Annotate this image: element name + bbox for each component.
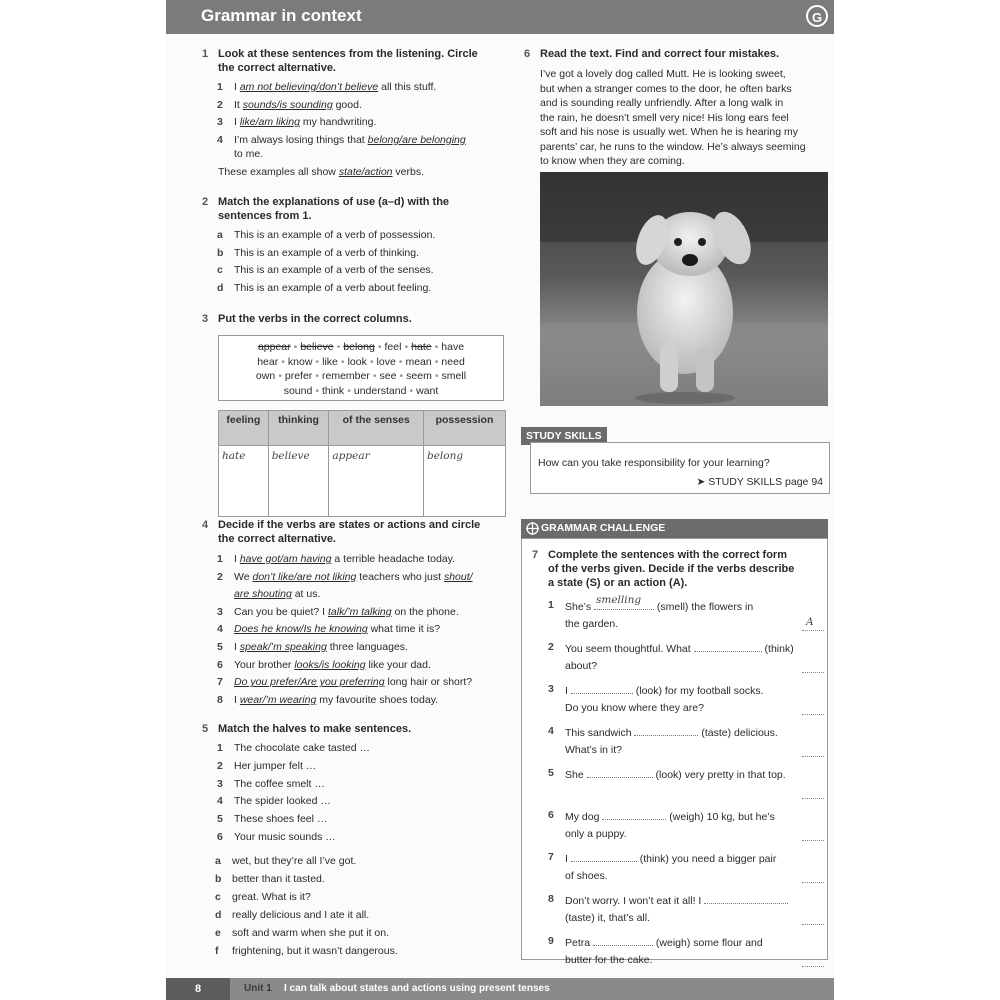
ex1-item4-continuation: to me. [234, 148, 264, 160]
ex7-item-text: Petra [565, 937, 594, 949]
ex7-item-number: 8 [548, 893, 554, 905]
separator-dot: • [399, 370, 404, 382]
ex1-item-text: all this stuff. [378, 81, 437, 93]
ex7-item-continuation: What’s in it? [565, 744, 622, 756]
ex4-item-number: 8 [217, 693, 223, 706]
ex4-item-text: I [234, 641, 240, 653]
ex4-item [217, 605, 459, 619]
ex4-item-text: on the phone. [391, 605, 459, 618]
verb-columns-table [218, 410, 506, 517]
ex5-first-half [217, 759, 317, 773]
ex7-item-text: (look) for my football socks. [632, 685, 764, 697]
ex7-item-continuation: the garden. [565, 618, 619, 630]
ex7-item-number: 6 [548, 809, 554, 821]
ex4-item-text: at us. [291, 588, 321, 601]
separator-dot: • [377, 341, 382, 353]
ex7-item-text: This sandwich [565, 727, 635, 739]
column-header-possession: possession [423, 411, 505, 446]
ex4-item [217, 570, 473, 584]
ex5-second-half [215, 891, 311, 904]
ex6-text-line: soft and his nose is usually wet. When he is hearing my [540, 126, 798, 138]
study-skills-box [530, 442, 830, 494]
dog-photo [540, 172, 828, 406]
ex1-note-pre: These examples all show [218, 166, 339, 178]
ex7-item-text: (think) you need a bigger pair [636, 853, 777, 865]
ex5-instruction [202, 722, 518, 736]
ex7-state-action-blank[interactable] [802, 923, 824, 925]
ex2-item-letter: d [217, 281, 224, 294]
ex7-item-text: (think) [761, 643, 794, 655]
ex4-item-text: like your dad. [365, 658, 431, 671]
ex7-item-text: I [565, 685, 571, 697]
ex7-item-number: 9 [548, 935, 554, 947]
ex7-state-action-blank[interactable] [802, 713, 824, 715]
ex4-item-number: 2 [217, 570, 223, 583]
ex7-item-text: Don’t worry. I won’t eat it all! I [565, 895, 705, 907]
ex1-instruction-line2: the correct alternative. [218, 62, 336, 74]
ex5-first-half [217, 831, 336, 844]
ex7-item [548, 935, 763, 950]
workbook-page [166, 0, 834, 1000]
table-header-row [219, 411, 506, 446]
separator-dot: • [409, 384, 414, 397]
ex7-item-text: (weigh) some flour and [653, 937, 763, 949]
ex5-item-number: 4 [217, 795, 223, 808]
word-mean: mean [405, 355, 432, 368]
page-number: 8 [166, 978, 230, 1000]
ex4-number: 4 [202, 519, 209, 531]
word-row [219, 369, 503, 384]
ex5-item-text: The coffee smelt … [234, 777, 325, 790]
ex3-instruction-text: Put the verbs in the correct columns. [218, 313, 412, 325]
word-smell: smell [441, 370, 467, 382]
word-row [219, 355, 503, 370]
ex7-item-text: (smell) the flowers in [654, 601, 754, 613]
ex7-filled-answer: smelling [596, 594, 642, 606]
separator-dot: • [398, 355, 403, 368]
ex1-number: 1 [202, 48, 209, 60]
ex4-item-text: I [234, 553, 240, 565]
ex1-alternatives[interactable]: like/am liking [239, 116, 300, 128]
word-feel: feel [384, 341, 402, 353]
ex7-item-text: She [565, 769, 587, 781]
ex4-item [217, 693, 439, 707]
ex5-item-text: These shoes feel … [234, 813, 328, 826]
ex5-second-half [215, 855, 357, 868]
word-own: own [255, 370, 276, 382]
ex7-item-text: I [565, 853, 571, 865]
ex5-second-half [215, 927, 390, 940]
ex5-item-number: 5 [217, 813, 223, 826]
column-cell[interactable]: believe [268, 446, 329, 517]
ex5-item-number: 6 [217, 831, 223, 843]
ex4-instruction-line2: the correct alternative. [218, 533, 336, 545]
ex6-instruction [524, 47, 830, 61]
ex5-item-text: The chocolate cake tasted … [234, 742, 370, 754]
ex7-instruction-line1: Complete the sentences with the correct form [548, 549, 787, 561]
ex7-item [548, 893, 788, 908]
footer-objective: I can talk about states and actions using present tenses [284, 983, 550, 994]
word-believe: believe [300, 341, 334, 353]
ex7-item [548, 725, 778, 740]
word-sound: sound [283, 384, 313, 397]
ex4-item-text: three languages. [326, 641, 408, 653]
ex2-instruction-line2: sentences from 1. [218, 210, 312, 222]
word-belong: belong [343, 341, 375, 353]
ex7-item-continuation: (taste) it, that’s all. [565, 912, 651, 924]
ex5-ending-letter: d [215, 909, 222, 921]
ex2-item [217, 281, 432, 295]
ex1-item-text: my handwriting. [299, 116, 377, 128]
study-skills-tag: STUDY SKILLS [521, 427, 607, 445]
ex1-note-post: verbs. [392, 166, 425, 178]
grammar-challenge-bar [521, 519, 828, 538]
ex4-item-text: what time it is? [367, 623, 441, 636]
ex4-item [217, 676, 473, 689]
ex7-item-text: She’s [565, 601, 594, 613]
ex4-item-text: We [234, 570, 253, 583]
ex5-ending-letter: c [215, 891, 221, 903]
ex1-note [218, 166, 424, 179]
separator-dot: • [315, 355, 320, 368]
ex7-item-continuation: butter for the cake. [565, 954, 653, 966]
ex7-item [548, 641, 794, 656]
ex5-item-number: 2 [217, 759, 223, 772]
ex7-item-continuation: of shoes. [565, 870, 608, 882]
ex4-instruction [202, 518, 518, 546]
ex5-ending-text: really delicious and I ate it all. [232, 909, 370, 921]
ex5-item-text: The spider looked … [234, 795, 331, 808]
ex4-item [217, 553, 456, 566]
page-footer [166, 978, 834, 1000]
ex5-second-half [215, 909, 370, 922]
ex4-item-text: I [234, 693, 240, 706]
word-know: know [287, 355, 313, 368]
ex5-item-number: 1 [217, 742, 223, 754]
ex4-item-number: 7 [217, 676, 223, 689]
ex5-ending-letter: b [215, 873, 222, 885]
word-hate: hate [411, 341, 432, 353]
ex1-note-alternative[interactable]: state/action [338, 166, 393, 178]
ex7-item-number: 1 [548, 599, 554, 611]
word-seem: seem [406, 370, 432, 382]
ex3-number: 3 [202, 313, 209, 325]
separator-dot: • [434, 370, 439, 382]
ex5-ending-letter: e [215, 927, 221, 939]
ex7-instruction-line2: of the verbs given. Decide if the verbs describe [548, 563, 795, 575]
grammar-challenge-title: GRAMMAR CHALLENGE [541, 522, 666, 534]
ex5-item-number: 3 [217, 777, 223, 790]
separator-dot: • [336, 341, 341, 353]
ex7-state-action-mark: A [806, 616, 814, 628]
ex4-item-text: teachers who just [356, 570, 444, 583]
ex6-text-line: I’ve got a lovely dog called Mutt. He is looking sweet, [540, 68, 786, 80]
ex7-state-action-blank[interactable] [802, 881, 824, 883]
column-cell[interactable]: belong [423, 446, 505, 517]
ex6-text-line: to know when they are coming. [540, 155, 685, 167]
word-remember: remember [322, 370, 370, 382]
ex6-number: 6 [524, 48, 531, 60]
ex4-item-number: 6 [217, 658, 223, 671]
separator-dot: • [293, 341, 298, 353]
separator-dot: • [404, 341, 409, 353]
ex7-answer-blank[interactable] [571, 851, 637, 862]
ex4-item-text: a terrible headache today. [331, 553, 456, 565]
ex4-item-text: long hair or short? [384, 676, 473, 689]
ex1-item [217, 133, 466, 147]
word-appear: appear [257, 341, 291, 353]
word-row [219, 384, 503, 399]
ex7-item-text: My dog [565, 811, 603, 823]
ex5-first-half [217, 813, 328, 826]
ex6-text-line: but when a stranger comes to the door, he often barks [540, 82, 792, 95]
ex7-answer-blank[interactable] [593, 935, 653, 946]
ex7-instruction [532, 548, 826, 590]
section-header [166, 0, 834, 34]
ex7-item-number: 3 [548, 683, 554, 695]
ex7-item [548, 767, 786, 782]
separator-dot: • [315, 370, 319, 382]
ex6-instruction-text: Read the text. Find and correct four mistakes. [540, 48, 780, 60]
footer-unit: Unit 1 [244, 983, 272, 994]
ex4-instruction-line1: Decide if the verbs are states or actions and circle [218, 519, 481, 531]
ex4-alternatives[interactable]: have got/am having [239, 553, 332, 565]
word-look: look [347, 355, 367, 368]
ex5-instruction-text: Match the halves to make sentences. [218, 723, 412, 735]
ex6-text-line: parents’ car, he runs to the window. He’s always seeming [540, 140, 806, 153]
ex1-item-text: good. [332, 98, 362, 111]
column-cell[interactable]: hate [219, 446, 269, 517]
ex1-item-text: I’m always losing things that [234, 133, 368, 146]
ex5-number: 5 [202, 723, 209, 735]
ex4-alternatives[interactable]: are shouting [234, 588, 292, 601]
study-skills-ref-text: STUDY SKILLS page 94 [708, 476, 823, 488]
section-title: Grammar in context [201, 6, 362, 25]
ex1-item [217, 98, 362, 112]
separator-dot: • [278, 370, 282, 382]
ex6-text-line: and is sounding really unfriendly. After a long walk in [540, 97, 784, 109]
ex4-alternatives[interactable]: speak/’m speaking [239, 641, 327, 653]
ex7-item [548, 851, 777, 866]
ex1-item [217, 116, 377, 129]
target-icon [526, 522, 539, 535]
ex1-item-number: 1 [217, 81, 223, 93]
ex7-item-continuation: about? [565, 660, 598, 672]
ex2-instruction-line1: Match the explanations of use (a–d) with the [218, 196, 450, 208]
ex7-item-number: 5 [548, 767, 554, 779]
ex5-ending-text: better than it tasted. [232, 873, 325, 885]
word-have: have [441, 341, 465, 353]
ex1-alternatives[interactable]: sounds/is sounding [242, 98, 333, 111]
separator-dot: • [315, 384, 319, 397]
ex7-state-action-blank[interactable] [802, 629, 824, 631]
ex1-instruction-line1: Look at these sentences from the listening. Circle [218, 48, 478, 60]
ex7-state-action-blank[interactable] [802, 965, 824, 967]
grammar-g-icon: G [806, 5, 828, 27]
ex2-item [217, 229, 436, 242]
ex4-item [217, 623, 441, 636]
ex2-item-letter: c [217, 264, 223, 276]
separator-dot: • [434, 355, 439, 368]
ex2-item-text: This is an example of a verb of possession. [234, 229, 436, 241]
separator-dot: • [340, 355, 345, 368]
dog-running-image [540, 172, 828, 406]
word-need: need [441, 355, 465, 368]
ex4-item [217, 658, 431, 672]
ex7-item-number: 2 [548, 641, 554, 653]
ex7-item-number: 4 [548, 725, 554, 737]
ex5-first-half [217, 795, 331, 808]
ex7-item-continuation: Do you know where they are? [565, 702, 704, 714]
ex4-alternatives[interactable]: Does he know/Is he knowing [234, 623, 368, 636]
word-want: want [416, 384, 439, 397]
ex7-item-number: 7 [548, 851, 554, 863]
ex4-item [234, 588, 320, 601]
ex1-alternatives[interactable]: belong/are belonging [367, 133, 466, 146]
word-understand: understand [353, 384, 407, 397]
column-cell[interactable]: appear [329, 446, 424, 517]
ex7-answer-blank[interactable] [571, 683, 633, 694]
ex1-item-text: It [234, 98, 243, 111]
ex5-ending-letter: f [215, 945, 219, 957]
ex7-answer-blank[interactable] [594, 594, 654, 610]
ex1-item-text: I [234, 116, 240, 128]
ex7-item [548, 594, 754, 614]
ex2-item [217, 264, 434, 277]
ex7-answer-blank[interactable] [694, 641, 762, 652]
study-skills-reference[interactable] [696, 476, 823, 489]
ex1-item [217, 81, 437, 94]
ex4-alternatives[interactable]: talk/’m talking [327, 605, 392, 618]
ex5-ending-letter: a [215, 855, 221, 867]
word-see: see [379, 370, 397, 382]
ex7-number: 7 [532, 549, 539, 561]
ex4-alternatives[interactable]: Do you prefer/Are you preferring [234, 676, 385, 689]
ex5-ending-text: soft and warm when she put it on. [232, 927, 390, 939]
column-header-thinking: thinking [268, 411, 329, 446]
word-prefer: prefer [284, 370, 313, 382]
verb-word-box [218, 335, 504, 401]
ex5-first-half [217, 777, 325, 791]
separator-dot: • [372, 370, 377, 382]
ex2-instruction [202, 195, 518, 223]
separator-dot: • [434, 341, 439, 353]
ex7-item [548, 683, 764, 698]
separator-dot: • [281, 355, 285, 368]
ex4-item-text: Can you be quiet? I [234, 605, 328, 618]
ex2-item-text: This is an example of a verb about feeling. [234, 281, 432, 294]
ex2-item-text: This is an example of a verb of thinking. [234, 246, 420, 259]
word-row [219, 340, 503, 355]
ex1-alternatives[interactable]: am not believing/don’t believe [239, 81, 379, 93]
ex5-item-text: Her jumper felt … [234, 759, 317, 772]
ex6-text-line: the rain, he doesn’t smell very nice! His long ears feel [540, 111, 789, 124]
ex7-answer-blank[interactable] [634, 725, 698, 736]
ex7-answer-blank[interactable] [602, 809, 666, 820]
word-think: think [322, 384, 345, 397]
ex4-item-number: 5 [217, 641, 223, 653]
ex4-alternatives[interactable]: shout/ [443, 570, 473, 583]
ex7-state-action-blank[interactable] [802, 797, 824, 799]
separator-dot: • [369, 355, 374, 368]
ex5-ending-text: frightening, but it wasn’t dangerous. [232, 945, 398, 957]
ex3-instruction [202, 312, 518, 326]
ex1-item-text: I [234, 81, 240, 93]
grammar-challenge-box [521, 538, 828, 966]
ex7-state-action-blank[interactable] [802, 671, 824, 673]
ex4-item-number: 4 [217, 623, 223, 636]
ex5-item-text: Your music sounds … [234, 831, 336, 843]
ex7-state-action-blank[interactable] [802, 839, 824, 841]
ex7-item-text: (taste) delicious. [698, 727, 778, 739]
ex4-alternatives[interactable]: wear/’m wearing [239, 693, 317, 706]
column-header-of-the-senses: of the senses [329, 411, 424, 446]
word-like: like [322, 355, 338, 368]
ex5-ending-text: wet, but they’re all I’ve got. [232, 855, 357, 867]
ex7-answer-blank[interactable] [704, 893, 788, 904]
word-love: love [376, 355, 396, 368]
ex1-item-number: 4 [217, 133, 223, 146]
ex5-second-half [215, 945, 398, 958]
ex2-number: 2 [202, 196, 209, 208]
ex7-item-text: (look) very pretty in that top. [652, 769, 786, 781]
ex7-item-text: (weigh) 10 kg, but he’s [666, 811, 775, 823]
ex7-item-continuation: only a puppy. [565, 828, 627, 840]
ex2-item-letter: a [217, 229, 223, 241]
column-header-feeling: feeling [219, 411, 269, 446]
study-skills-question: How can you take responsibility for your learning? [538, 457, 770, 469]
table-body-row [219, 446, 506, 517]
ex4-item-number: 1 [217, 553, 223, 565]
ex7-state-action-blank[interactable] [802, 755, 824, 757]
ex7-item-text: You seem thoughtful. What [565, 643, 694, 655]
ex4-item-text: Your brother [234, 658, 295, 671]
ex4-alternatives[interactable]: don’t like/are not liking [252, 570, 357, 583]
ex7-answer-blank[interactable] [587, 767, 653, 778]
arrow-right-icon: ➤ [696, 476, 709, 488]
word-hear: hear [257, 355, 279, 368]
ex1-item-number: 2 [217, 98, 223, 111]
ex4-item-text: my favourite shoes today. [316, 693, 439, 706]
ex2-item [217, 246, 420, 260]
ex5-second-half [215, 873, 325, 886]
ex1-item-number: 3 [217, 116, 223, 128]
ex4-item [217, 641, 408, 654]
ex7-item [548, 809, 775, 824]
ex1-instruction [202, 47, 518, 75]
separator-dot: • [347, 384, 351, 397]
ex2-item-text: This is an example of a verb of the senses. [234, 264, 434, 276]
ex4-item-number: 3 [217, 605, 223, 618]
ex5-first-half [217, 742, 370, 755]
ex5-ending-text: great. What is it? [232, 891, 311, 903]
ex4-alternatives[interactable]: looks/is looking [294, 658, 366, 671]
ex2-item-letter: b [217, 246, 224, 259]
ex7-instruction-line3: a state (S) or an action (A). [548, 577, 688, 589]
